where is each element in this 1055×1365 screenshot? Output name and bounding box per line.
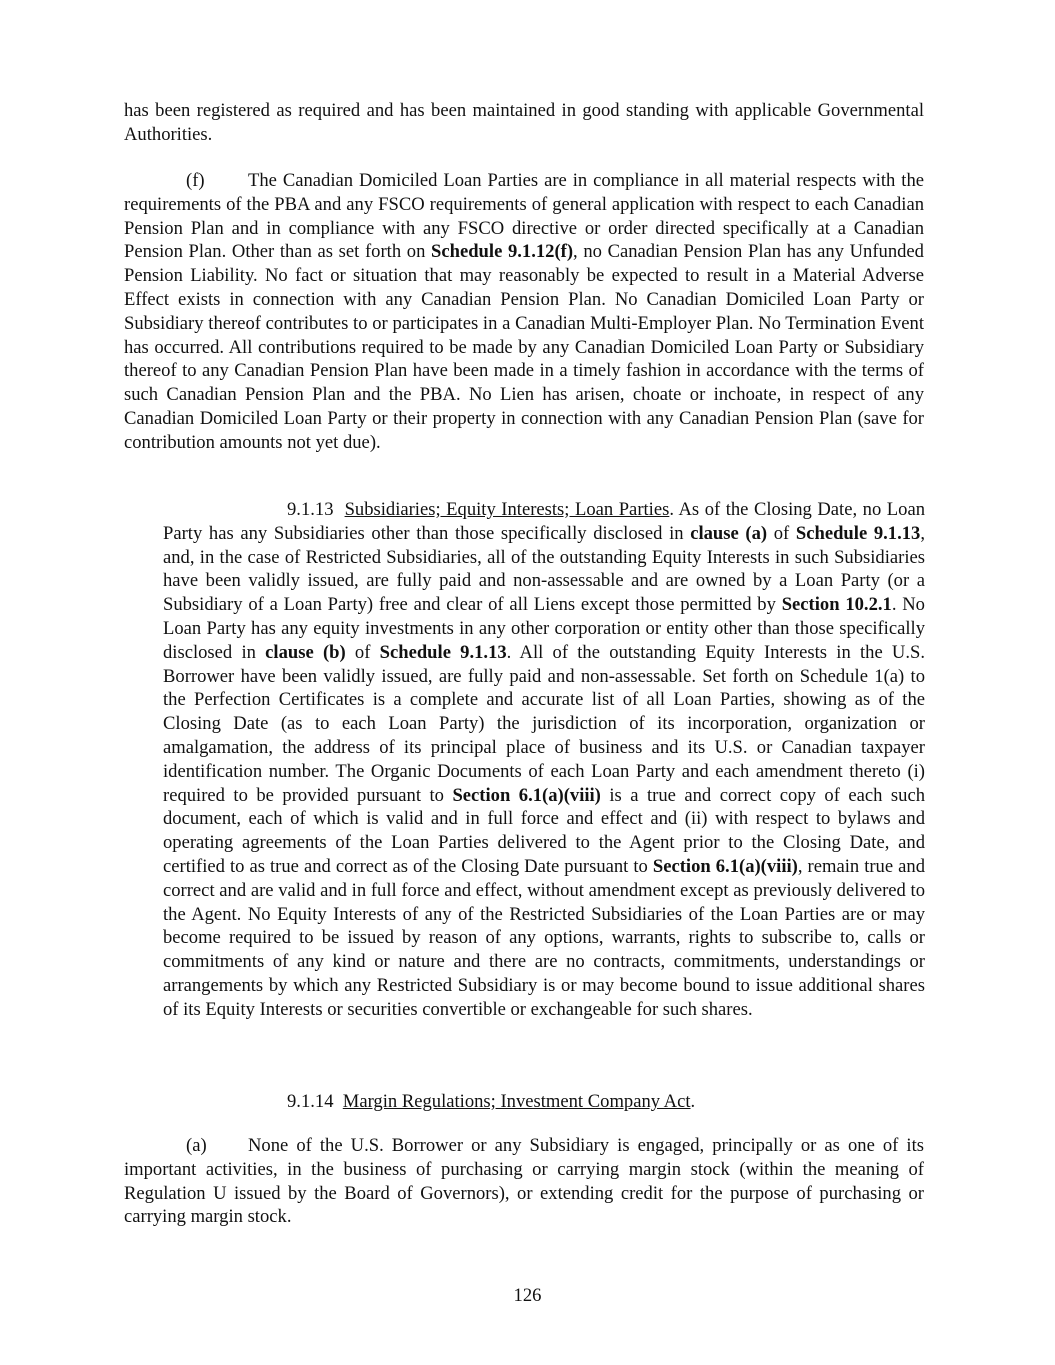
paragraph-carryover: has been registered as required and has been maintained in good standing with applicable Governmental Authorities.	[124, 100, 924, 145]
section-9-1-14-heading	[287, 1090, 695, 1114]
section-6-1-a-viii-ref-2: Section 6.1(a)(viii)	[652, 855, 798, 877]
paragraph-f-text-2: , no Canadian Pension Plan has any Unfunded Pension Liability. No fact or situation that may reasonably be expected to result in a Material Adverse Effect exists in connection with any Canadian Pension Plan. No Canadian Domiciled Loan Party or Subsidiary thereof contributes to or participates in a Canadian Multi-Employer Plan. No Termination Event has occurred. All contributions required to be made by any Canadian Domiciled Loan Party or Subsidiary thereof to any Canadian Pension Plan have been made in a timely fashion in accordance with the terms of such Canadian Pension Plan and the PBA. No Lien has arisen, choate or inchoate, in respect of any Canadian Domiciled Loan Party or their property in connection with any Canadian Pension Plan (save for contribution amounts not yet due).	[124, 241, 924, 453]
section-9-1-13-text-8: , remain true and correct and are valid and in full force and effect, without amendment except as previously delivered to the Agent. No Equity Interests of any of the Restricted Subsidiaries of the Loan Parties are or may become required to be issued by reason of any options, warrants, rights to subscribe to, calls or commitments of any kind or nature and there are no contracts, commitments, understandings or arrangements by which any Restricted Subsidiary is or may become bound to issue additional shares of its Equity Interests or securities convertible or exchangeable for such shares.	[163, 855, 925, 1020]
page-number: 126	[513, 1285, 542, 1306]
section-9-1-14-number: 9.1.14	[287, 1091, 334, 1112]
section-9-1-13-text-7: is a true and correct copy of each such document, each of which is valid and in full force and effect and (ii) with respect to bylaws and operating agreements of the Loan Parties delivered to the Agent prior to the Closing Date, and certified to as true and correct as of the Closing Date pursuant to	[163, 784, 926, 877]
paragraph-a	[124, 1134, 924, 1229]
paragraph-f	[124, 169, 924, 455]
section-6-1-a-viii-ref: Section 6.1(a)(viii)	[452, 784, 601, 806]
schedule-9-1-13-ref: Schedule 9.1.13	[795, 522, 921, 544]
paragraph-f-label: (f)	[186, 170, 205, 191]
clause-b-ref: clause (b)	[265, 641, 346, 663]
paragraph-a-label: (a)	[186, 1135, 207, 1156]
paragraph-f-text-1: The Canadian Domiciled Loan Parties are in compliance in all material respects with the requirements of the PBA and any FSCO requirements of general application with respect to each Canadian Pension Plan and in compliance with any FSCO directive or order directed specifically at a Canadian Pension Plan. Other than as set forth on	[124, 170, 924, 263]
section-9-1-13-text-6: . All of the outstanding Equity Interests in the U.S. Borrower have been validly issued, are fully paid and non-assessable. Set forth on Schedule 1(a) to the Perfection Certificates is a complete and accurate list of all Loan Parties, showing as of the Closing Date (as to each Loan Party) the jurisdiction of its incorporation, organization or amalgamation, the address of its principal place of business and its U.S. or Canadian taxpayer identification number. The Organic Documents of each Loan Party and each amendment thereto (i) required to be provided pursuant to	[163, 641, 926, 806]
section-9-1-13-text-4: . No Loan Party has any equity investments in any other corporation or entity other than those specifically disclosed in	[163, 594, 925, 663]
section-9-1-13-title: Subsidiaries; Equity Interests; Loan Parties	[344, 499, 670, 520]
section-10-2-1-ref: Section 10.2.1	[781, 594, 892, 616]
clause-a-ref: clause (a)	[690, 522, 768, 544]
paragraph-a-text: None of the U.S. Borrower or any Subsidiary is engaged, principally or as one of its important activities, in the business of purchasing or carrying margin stock (within the meaning of Regulation U issued by the Board of Governors), or extending credit for the purpose of purchasing or carrying margin stock.	[124, 1135, 924, 1228]
section-9-1-14-title: Margin Regulations; Investment Company Act	[342, 1091, 691, 1112]
section-9-1-14-period: .	[690, 1091, 696, 1112]
schedule-9-1-13-ref-2: Schedule 9.1.13	[379, 641, 507, 663]
section-9-1-13	[163, 498, 925, 1022]
section-9-1-13-text-2: of	[767, 522, 796, 544]
section-9-1-13-text-3: , and, in the case of Restricted Subsidiaries, all of the outstanding Equity Interests in such Subsidiaries have been validly issued, are fully paid and non-assessable and are owned by a Loan Party (or a Subsidiary of a Loan Party) free and clear of all Liens except those permitted by	[163, 522, 925, 616]
section-9-1-13-number: 9.1.13	[287, 499, 334, 520]
paragraph-f-schedule-ref: Schedule 9.1.12(f)	[431, 241, 574, 263]
section-9-1-13-text-5: of	[345, 641, 380, 663]
section-9-1-13-text-1: . As of the Closing Date, no Loan Party has any Subsidiaries other than those specifically disclosed in	[163, 499, 925, 544]
